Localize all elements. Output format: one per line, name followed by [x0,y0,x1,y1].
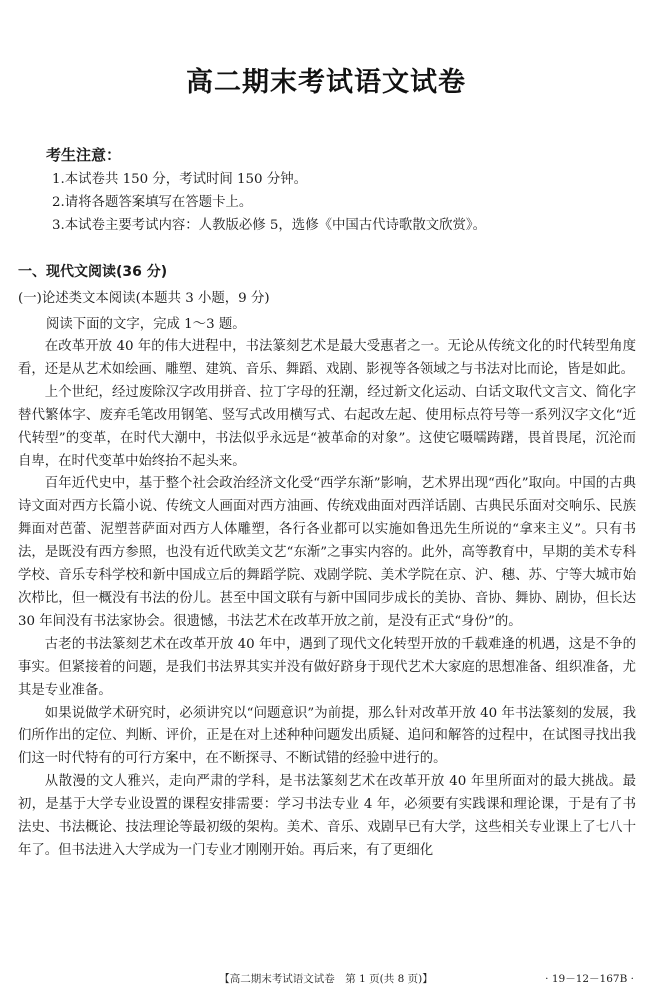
footer-page-info: 【高二期末考试语文试卷 第 1 页(共 8 页)】 [219,973,433,985]
section-heading: 一、现代文阅读(36 分) [18,264,168,280]
notice-item: 3.本试卷主要考试内容：人教版必修 5，选修《中国古代诗歌散文欣赏》。 [52,218,486,233]
exam-title: 高二期末考试语文试卷 [186,67,466,98]
notice-heading: 考生注意： [46,146,122,164]
passage-paragraph: 从散漫的文人雅兴，走向严肃的学科，是书法篆刻艺术在改革开放 40 年里所面对的最大挑战。最初，是基于大学专业设置的课程安排需要：学习书法专业 4 年，必须要有实践课和理论课，于是有了书法史、书法概论、技法理论等最初级的架构。美术、音乐、戏剧早已有大学，这些相关专业课上了七八十年了。但书法进入大学成为一门专业才刚刚开始。再后来，有了更细化 [18,774,636,858]
passage-paragraph: 如果说做学术研究时，必须讲究以“问题意识”为前提，那么针对改革开放 40 年书法篆刻的发展，我们所作出的定位、判断、评价，正是在对上述种种问题发出质疑、追问和解答的过程中，在试图寻找出我们这一时代特有的可行方案中，在不断探寻、不断试错的经验中进行的。 [18,705,636,767]
reading-passage [18,336,636,863]
section-subheading: (一)论述类文本阅读(本题共 3 小题，9 分) [18,291,270,306]
passage-paragraph: 在改革开放 40 年的伟大进程中，书法篆刻艺术是最大受惠者之一。无论从传统文化的时代转型角度看，还是从艺术如绘画、雕塑、建筑、音乐、舞蹈、戏剧、影视等各领域之与书法对比而论，皆是如此。 [18,339,636,377]
passage-paragraph: 百年近代史中，基于整个社会政治经济文化受“西学东渐”影响，艺术界出现“西化”取向。中国的古典诗文面对西方长篇小说、传统文人画面对西方油画、传统戏曲面对西洋话剧、古典民乐面对交响乐、民族舞面对芭蕾、泥塑菩萨面对西方人体雕塑，各行各业都可以实施如鲁迅先生所说的“拿来主义”。只有书法，是既没有西方参照，也没有近代欧美文艺“东渐”之事实内容的。此外，高等教育中，早期的美术专科学校、音乐专科学校和新中国成立后的舞蹈学院、戏剧学院、美术学院在京、沪、穗、苏、宁等大城市始次栉比，但一概没有书法的份儿。甚至中国文联有与新中国同步成长的美协、音协、舞协、剧协，但长达 30 年间没有书法家协会。很遗憾，书法艺术在改革开放之前，是没有正式“身份”的。 [18,476,636,629]
passage-paragraph: 上个世纪，经过废除汉字改用拼音、拉丁字母的狂潮，经过新文化运动、白话文取代文言文、简化字替代繁体字、废弃毛笔改用钢笔、竖写式改用横写式、右起改左起、使用标点符号等一系列汉字文化“近代转型”的变革，在时代大潮中，书法似乎永远是“被革命的对象”。这使它嗫嚅踌躇，畏首畏尾，沉沦而自卑，在时代变革中始终抬不起头来。 [18,384,636,469]
footer-exam-code: · 19－12－167B · [545,973,634,985]
notice-item: 1.本试卷共 150 分，考试时间 150 分钟。 [52,172,307,187]
page-footer [0,969,652,989]
notice-item: 2.请将各题答案填写在答题卡上。 [52,195,253,210]
reading-instruction: 阅读下面的文字，完成 1～3 题。 [46,317,246,332]
passage-paragraph: 古老的书法篆刻艺术在改革开放 40 年中，遇到了现代文化转型开放的千载难逢的机遇，这是不争的事实。但紧接着的问题，是我们书法界其实并没有做好跻身于现代艺术大家庭的思想准备、组织准备，尤其是专业准备。 [18,636,636,698]
